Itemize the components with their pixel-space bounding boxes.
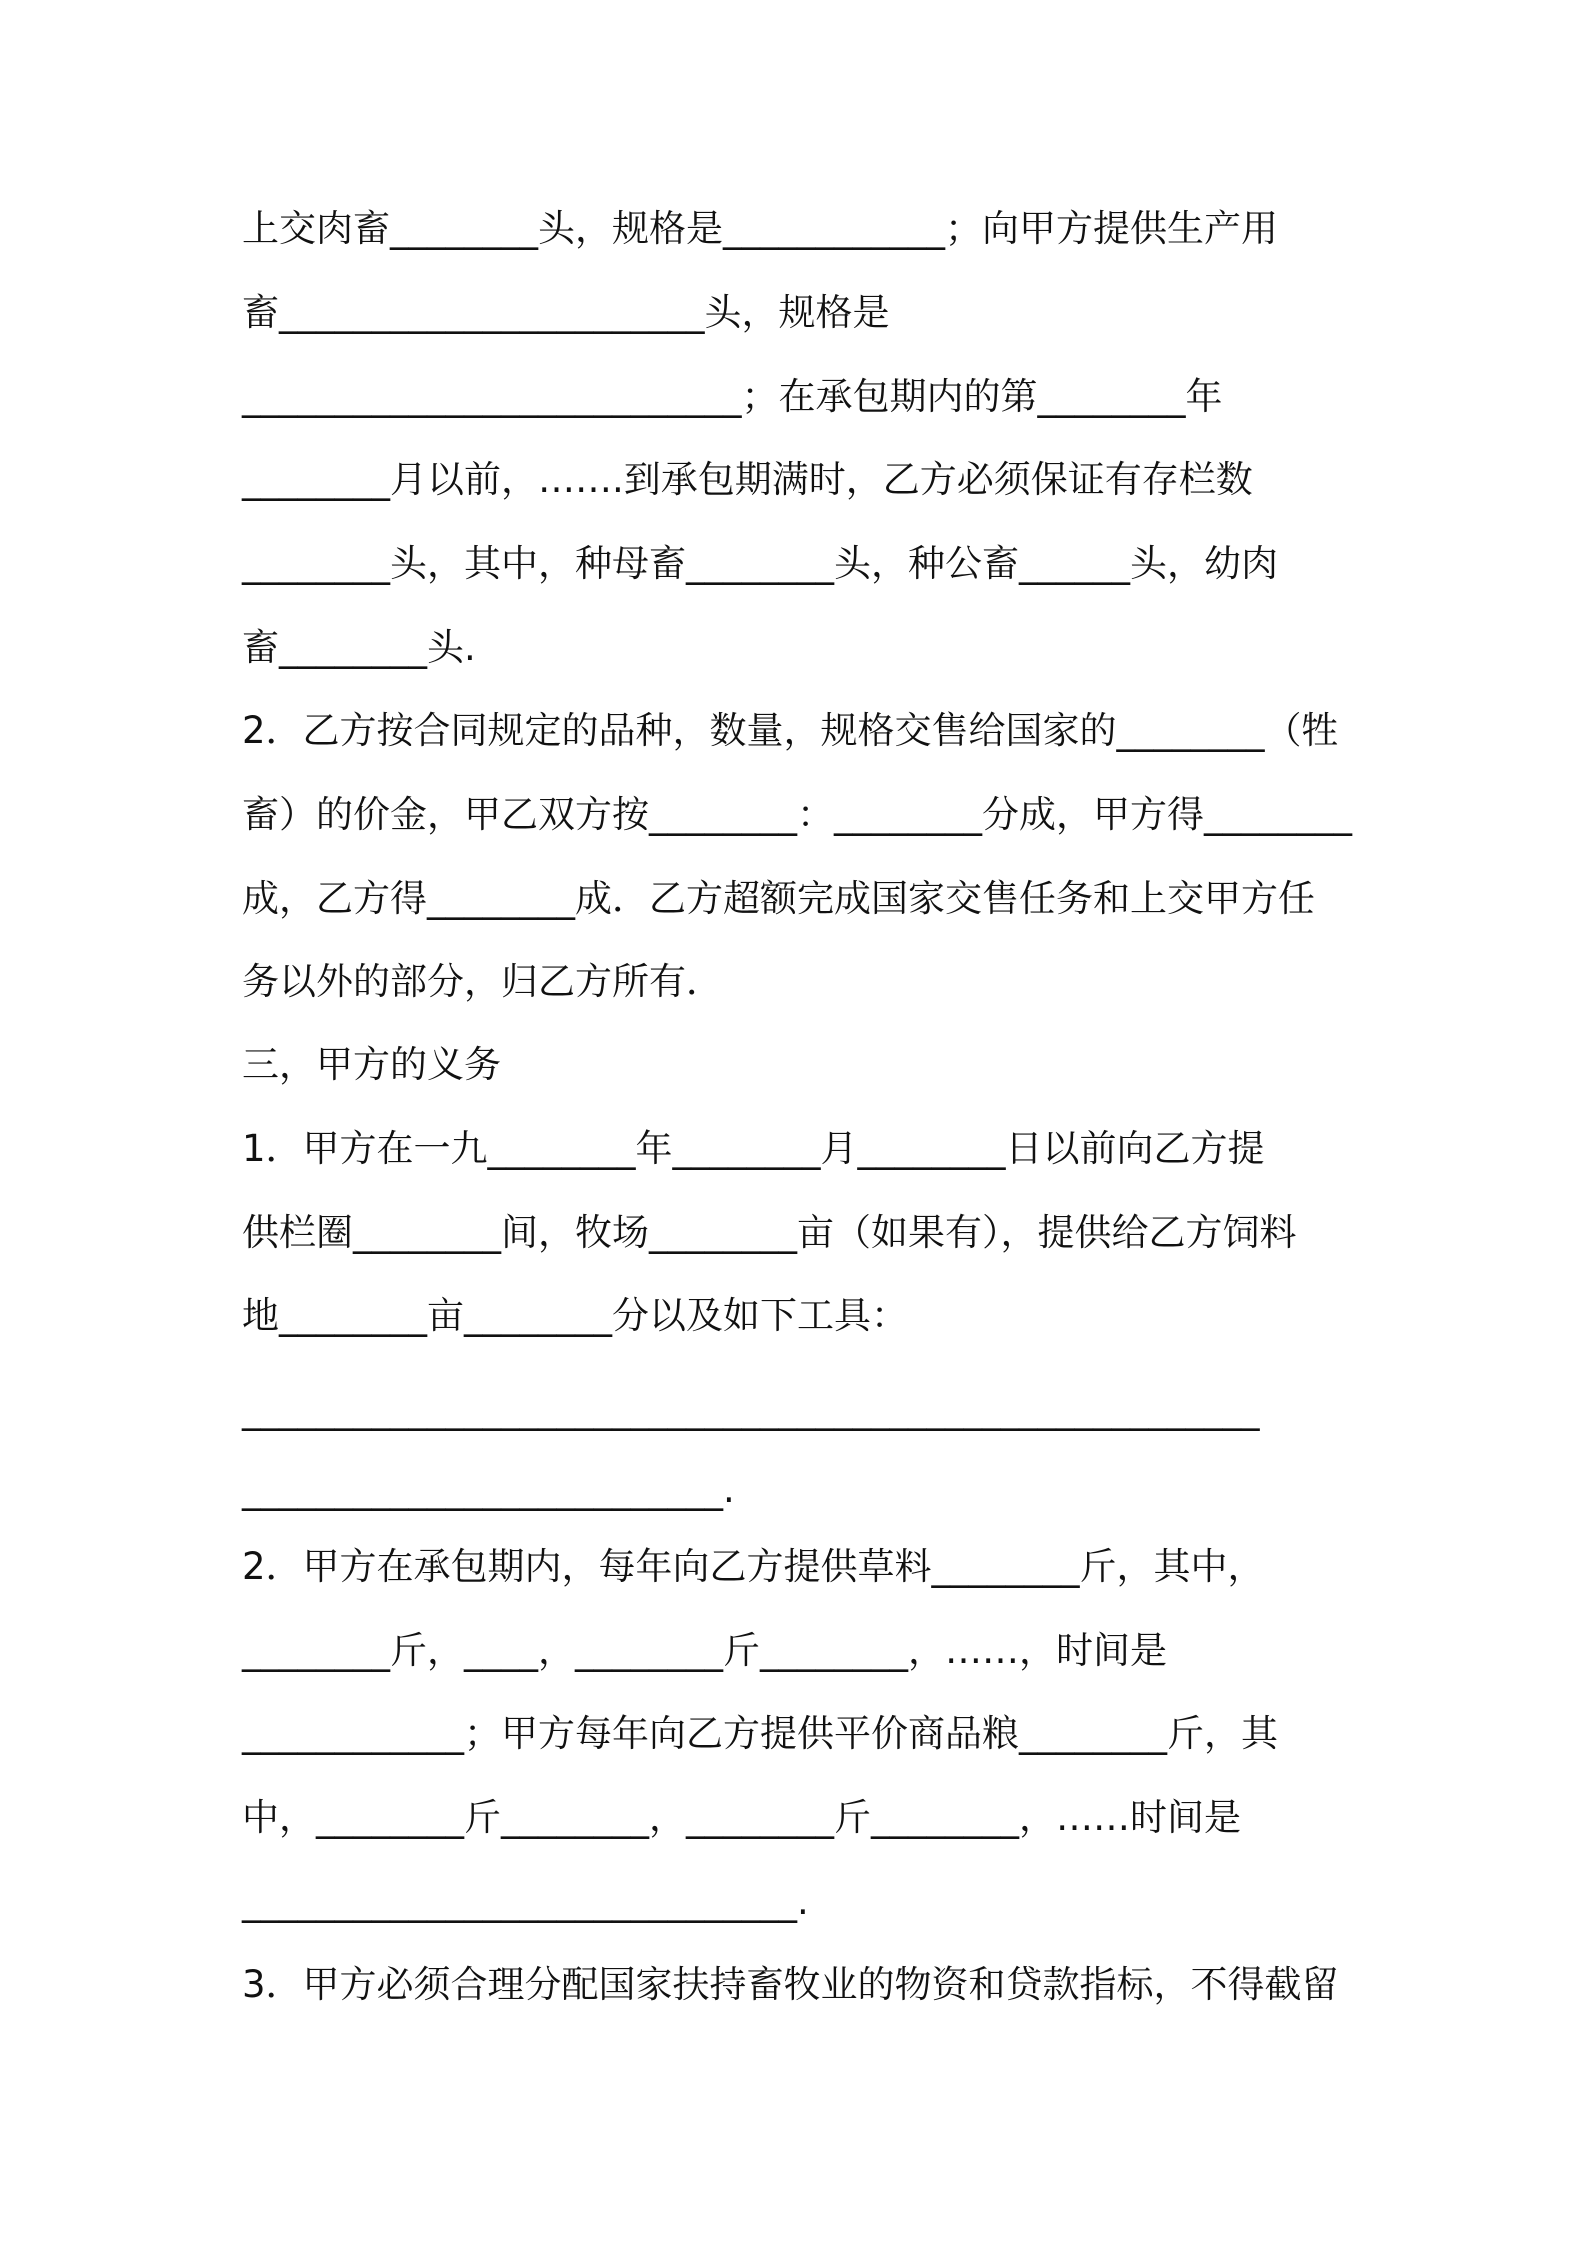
blank-line-1: _______________________________________________________	[242, 1388, 1260, 1431]
blank-line-2: __________________________.	[242, 1468, 735, 1511]
text-line-20: 中，________斤________，________斤________，……时间是	[242, 1796, 1241, 1839]
text-line-7: 2．乙方按合同规定的品种，数量，规格交售给国家的________（牲	[242, 709, 1339, 752]
text-line-3: ___________________________；在承包期内的第________年	[242, 375, 1223, 418]
text-line-19: ____________；甲方每年向乙方提供平价商品粮________斤，其	[242, 1712, 1278, 1755]
text-line-22: 3．甲方必须合理分配国家扶持畜牧业的物资和贷款指标，不得截留	[242, 1963, 1339, 2006]
text-line-1: 上交肉畜________头，规格是____________；向甲方提供生产用	[242, 207, 1278, 250]
text-line-2: 畜_______________________头，规格是	[242, 291, 890, 334]
text-line-18: ________斤，____，________斤________，……，时间是	[242, 1629, 1167, 1672]
text-line-21: ______________________________.	[242, 1880, 809, 1923]
text-line-5: ________头，其中，种母畜________头，种公畜______头，幼肉	[242, 542, 1278, 585]
text-line-17: 2．甲方在承包期内，每年向乙方提供草料________斤，其中，	[242, 1545, 1265, 1588]
text-line-9: 成，乙方得________成．乙方超额完成国家交售任务和上交甲方任	[242, 877, 1315, 920]
text-line-13: 供栏圈________间，牧场________亩（如果有），提供给乙方饲料	[242, 1211, 1297, 1254]
text-line-4: ________月以前，…….到承包期满时，乙方必须保证有存栏数	[242, 458, 1253, 501]
text-line-8: 畜）的价金，甲乙双方按________：________分成，甲方得________	[242, 793, 1352, 836]
text-line-10: 务以外的部分，归乙方所有．	[242, 960, 723, 1003]
text-line-12: 1．甲方在一九________年________月________日以前向乙方提	[242, 1127, 1265, 1170]
section-heading: 三，甲方的义务	[242, 1043, 501, 1086]
text-line-6: 畜________头.	[242, 626, 476, 669]
text-line-14: 地________亩________分以及如下工具：	[242, 1294, 908, 1337]
